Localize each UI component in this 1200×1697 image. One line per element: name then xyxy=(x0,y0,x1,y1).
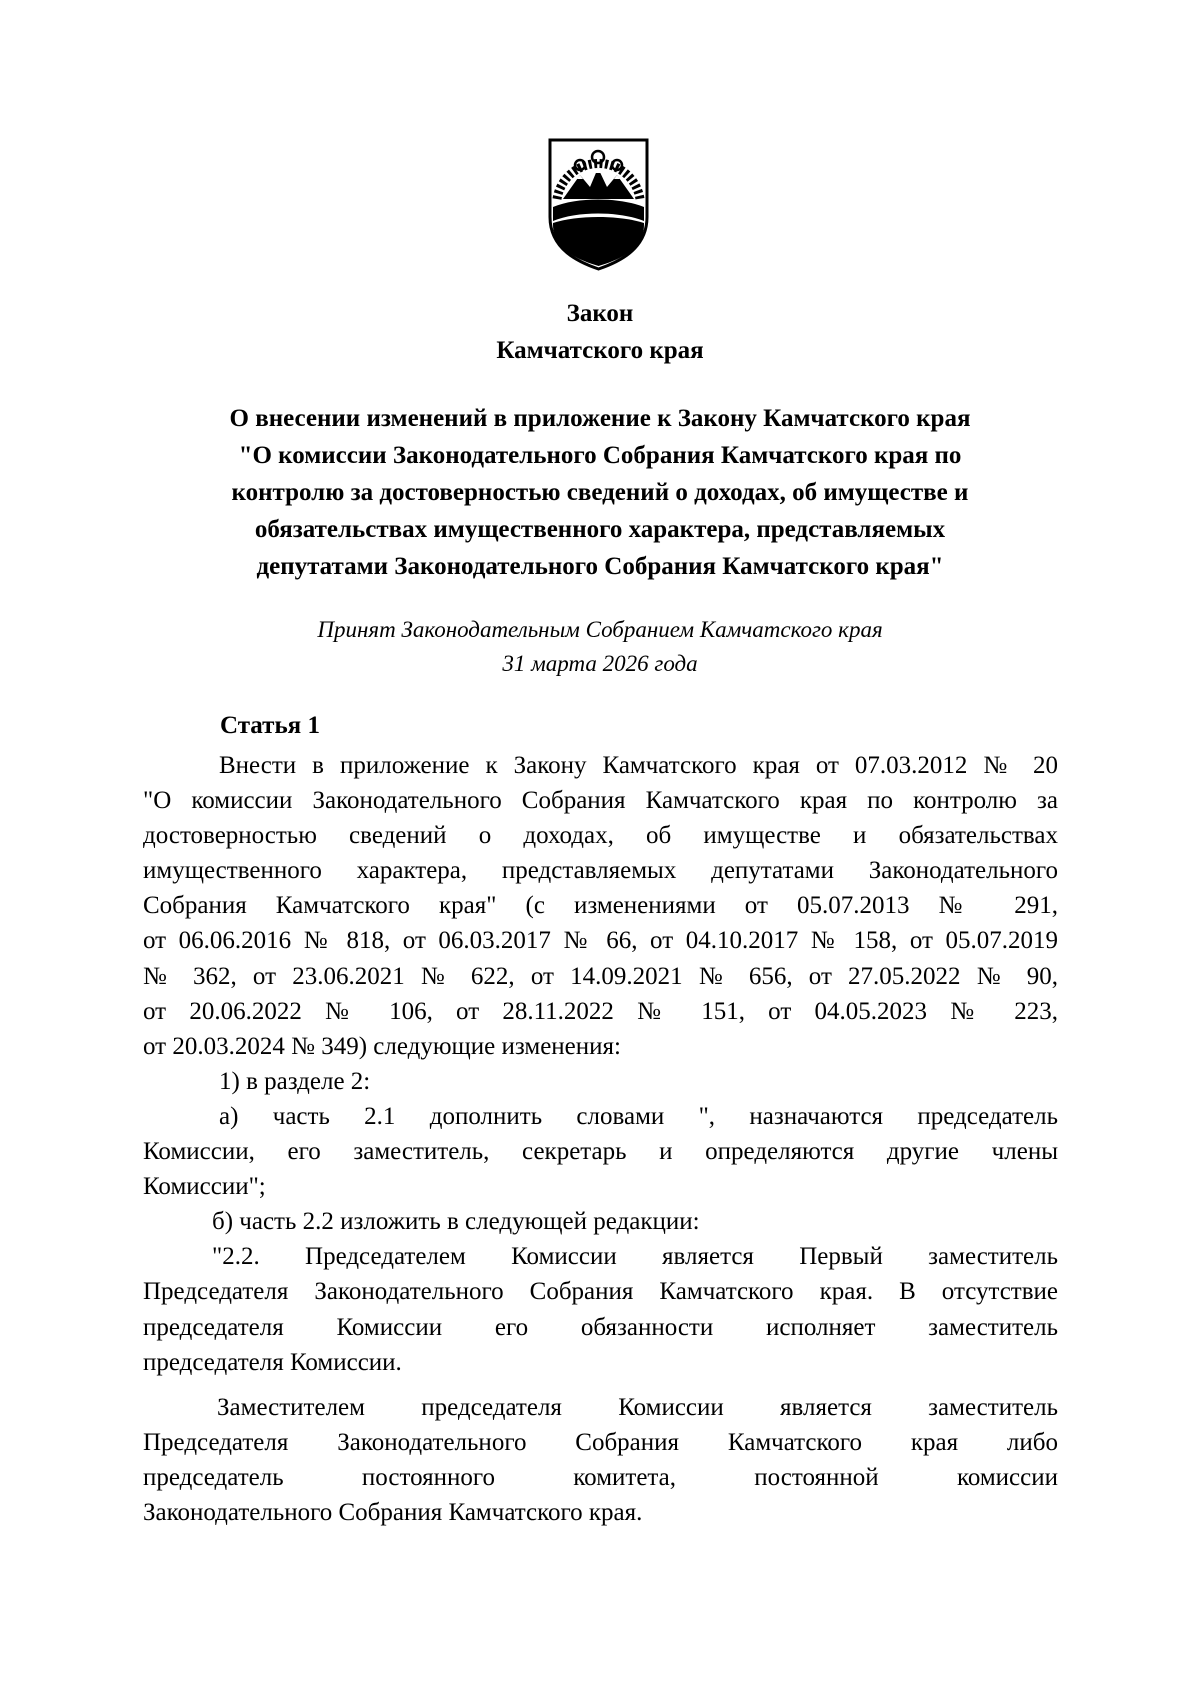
adoption-line: Принят Законодательным Собранием Камчатского края xyxy=(317,617,883,642)
body-line: Собрания Камчатского края" (с изменениями от 05.07.2013 № 291, xyxy=(143,892,1058,920)
body-line: Комиссии, его заместитель, секретарь и определяются другие члены xyxy=(143,1138,1058,1166)
law-title xyxy=(140,295,1060,369)
law-title-line: Камчатского края xyxy=(496,337,704,364)
law-subject xyxy=(140,400,1060,585)
body-line: достоверностью сведений о доходах, об имуществе и обязательствах xyxy=(143,822,1058,850)
adoption-date: 31 марта 2026 года xyxy=(502,651,698,676)
body-line: председателя Комиссии его обязанности исполняет заместитель xyxy=(143,1313,1058,1341)
body-line: Заместителем председателя Комиссии является заместитель xyxy=(217,1393,1058,1421)
subject-line: контролю за достоверностью сведений о доходах, об имуществе и xyxy=(231,479,969,506)
body-line: Комиссии"; xyxy=(143,1173,266,1201)
article-body xyxy=(143,748,1058,1530)
body-line: Председателя Законодательного Собрания Камчатского края либо xyxy=(143,1428,1058,1456)
subject-line: депутатами Законодательного Собрания Камчатского края" xyxy=(256,553,944,580)
law-title-line: Закон xyxy=(566,300,634,327)
list-item: 1) в разделе 2: xyxy=(219,1067,371,1095)
body-line: Председателя Законодательного Собрания Камчатского края. В отсутствие xyxy=(143,1278,1058,1306)
body-line: "О комиссии Законодательного Собрания Камчатского края по контролю за xyxy=(143,787,1058,815)
body-line: от 20.06.2022 № 106, от 28.11.2022 № 151, от 04.05.2023 № 223, xyxy=(143,997,1058,1025)
subject-line: О внесении изменений в приложение к Закону Камчатского края xyxy=(229,405,971,432)
article-heading: Статья 1 xyxy=(220,712,320,739)
body-line: имущественного характера, представляемых депутатами Законодательного xyxy=(143,857,1058,885)
body-line: председателя Комиссии. xyxy=(143,1348,402,1376)
body-line: от 20.03.2024 № 349) следующие изменения: xyxy=(143,1032,621,1060)
body-line: председатель постоянного комитета, постоянной комиссии xyxy=(143,1463,1058,1491)
body-line: а) часть 2.1 дополнить словами ", назначаются председатель xyxy=(219,1102,1058,1130)
body-line: от 06.06.2016 № 818, от 06.03.2017 № 66, от 04.10.2017 № 158, от 05.07.2019 xyxy=(143,927,1058,955)
list-item: б) часть 2.2 изложить в следующей редакции: xyxy=(212,1208,700,1236)
adoption-note xyxy=(140,613,1060,681)
body-line: Внести в приложение к Закону Камчатского края от 07.03.2012 № 20 xyxy=(219,752,1058,779)
kamchatka-coat-of-arms-icon xyxy=(547,137,650,272)
body-line: Законодательного Собрания Камчатского края. xyxy=(143,1498,643,1526)
subject-line: обязательствах имущественного характера, представляемых xyxy=(254,516,946,543)
subject-line: "О комиссии Законодательного Собрания Камчатского края по xyxy=(238,442,962,469)
body-line: "2.2. Председателем Комиссии является Первый заместитель xyxy=(212,1243,1058,1271)
body-line: № 362, от 23.06.2021 № 622, от 14.09.2021 № 656, от 27.05.2022 № 90, xyxy=(143,962,1058,990)
